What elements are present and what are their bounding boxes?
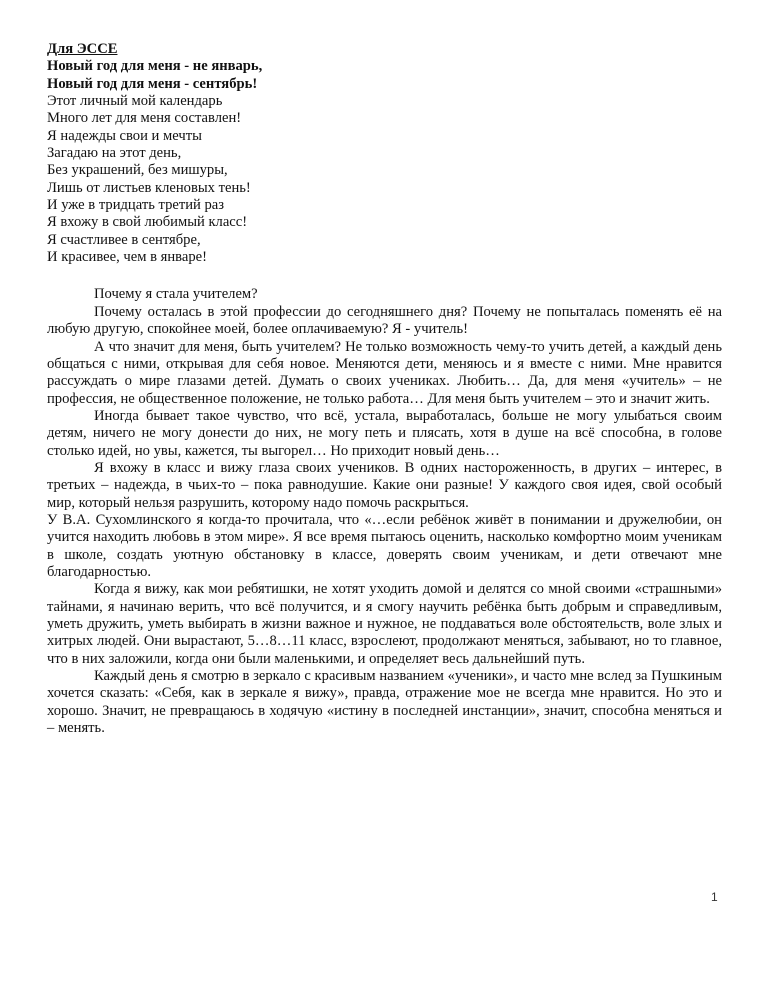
verse-line-bold: Новый год для меня - сентябрь! — [47, 75, 258, 92]
paragraph: Почему я стала учителем? — [94, 286, 258, 303]
essay-body — [47, 286, 722, 737]
verse-line: Этот личный мой календарь — [47, 93, 223, 110]
document-page — [47, 41, 722, 737]
verse-line: Я счастливее в сентябре, — [47, 231, 201, 248]
page-number: 1 — [711, 890, 718, 904]
verse-line: Без украшений, без мишуры, — [47, 162, 228, 179]
verse-line: И красивее, чем в январе! — [47, 249, 207, 266]
verse-line: Лишь от листьев кленовых тень! — [47, 179, 251, 196]
paragraph: А что значит для меня, быть учителем? Не только возможность чему-то учить детей, а каждый день общаться с ними, открывая для себя новое. Меняются дети, меняюсь и я вместе с ними. Мне нравится рассуждать о мире глазами детей. Думать о своих учениках. Любить… Да, для меня «учитель» – не профессия, не общественное положение, не только работа… Для меня быть учителем – это и значит жить. — [47, 338, 722, 407]
verse-line: Я надежды свои и мечты — [47, 127, 202, 144]
verse-line: И уже в тридцать третий раз — [47, 197, 225, 214]
paragraph: Когда я вижу, как мои ребятишки, не хотят уходить домой и делятся со мной своими «страшными» тайнами, я начинаю верить, что всё получится, и я смогу научить ребёнка быть добрым и справедливым, уметь дружить, уметь выбирать в жизни важное и нужное, не поддаваться воле обстоятельств, воле злых и хитрых людей. Они вырастают, 5…8…11 класс, взрослеют, продолжают меняться, забывают, но то главное, что в них заложили, когда они были маленькими, и определяет весь дальнейший путь. — [47, 581, 722, 667]
verse-line: Много лет для меня составлен! — [47, 110, 242, 127]
paragraph: Иногда бывает такое чувство, что всё, устала, выработалась, больше не могу улыбаться своим детям, ничего не могу донести до них, не могу петь и плясать, хотя в душе на всё способна, в голове столько идей, но увы, кажется, ты выгорел… Но приходит новый день… — [47, 407, 722, 459]
verse-line: Загадаю на этот день, — [47, 145, 182, 162]
paragraph: Почему осталась в этой профессии до сегодняшнего дня? Почему не попыталась поменять её на любую другую, спокойнее моей, более оплачиваемую? Я - учитель! — [47, 303, 722, 338]
poem — [47, 58, 722, 266]
spacer — [47, 266, 722, 286]
paragraph: Каждый день я смотрю в зеркало с красивым названием «ученики», и часто мне вслед за Пушкиным хочется сказать: «Себя, как в зеркале я вижу», правда, отражение мое не всегда мне нравится. Но это и хорошо. Значит, не превращаюсь в ходячую «истину в последней инстанции», значит, способна меняться и – менять. — [47, 668, 722, 737]
verse-line: Я вхожу в свой любимый класс! — [47, 214, 248, 231]
verse-line-bold: Новый год для меня - не январь, — [47, 58, 263, 75]
paragraph: Я вхожу в класс и вижу глаза своих учеников. В одних настороженность, в других – интерес, в третьих – надежда, в чьих-то – пока равнодушие. Какие они разные! У каждого своя идея, свой особый мир, который нельзя разрушить, которому надо помочь раскрыться. — [47, 459, 722, 511]
document-heading: Для ЭССЕ — [47, 41, 118, 57]
paragraph: У В.А. Сухомлинского я когда-то прочитала, что «…если ребёнок живёт в понимании и дружелюбии, он учится находить любовь в этом мире». Я все время пытаюсь оценить, насколько комфортно моим ученикам в школе, создать уютную обстановку в классе, доверять своим ученикам, и дети отвечают мне благодарностью. — [47, 511, 722, 580]
